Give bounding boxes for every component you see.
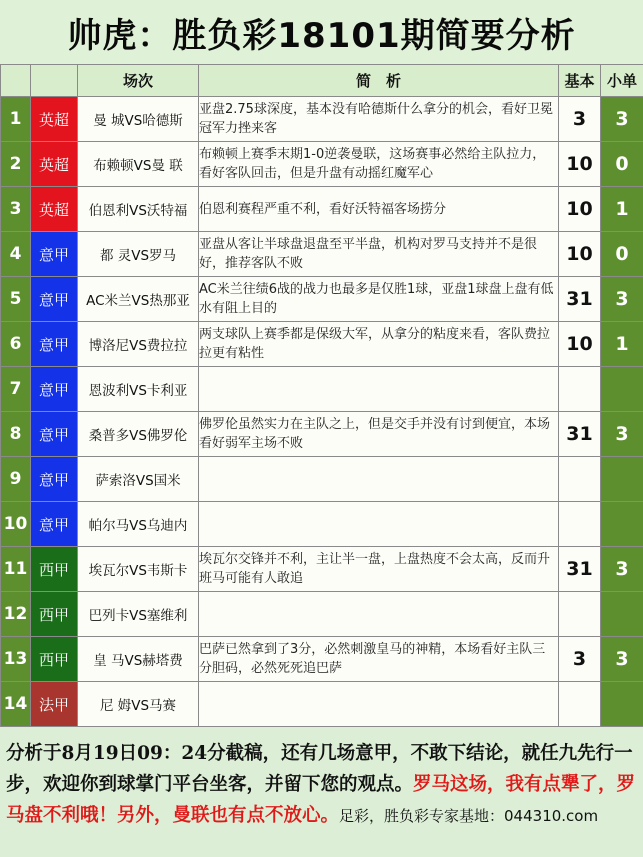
small-pick: 1 [601,187,643,232]
basic-pick: 31 [559,547,601,592]
analysis-text [199,592,559,637]
header-blank-no [1,65,31,97]
small-pick [601,367,643,412]
basic-pick: 10 [559,232,601,277]
row-number: 13 [1,637,31,682]
basic-pick [559,592,601,637]
header-analysis: 简 析 [199,65,559,97]
row-number: 8 [1,412,31,457]
basic-pick: 3 [559,637,601,682]
row-number: 7 [1,367,31,412]
match-name: 伯恩利VS沃特福 [78,187,199,232]
match-name: 尼 姆VS马赛 [78,682,199,727]
row-number: 6 [1,322,31,367]
analysis-text: 亚盘2.75球深度，基本没有哈德斯什么拿分的机会，看好卫冕冠军力挫来客 [199,97,559,142]
row-number: 10 [1,502,31,547]
basic-pick: 10 [559,322,601,367]
table-row [1,502,643,547]
match-name: AC米兰VS热那亚 [78,277,199,322]
match-name: 皇 马VS赫塔费 [78,637,199,682]
footer-highlight: 罗马这场，我有点犟了，罗马盘不利哦！另外，曼联也有点不放心。 [6,774,636,826]
league-badge: 英超 [31,97,78,142]
league-badge: 意甲 [31,457,78,502]
table-row [1,682,643,727]
small-pick [601,457,643,502]
league-badge: 意甲 [31,502,78,547]
league-badge: 西甲 [31,547,78,592]
analysis-text: 巴萨已然拿到了3分，必然刺激皇马的神精，本场看好主队三分胆码，必然死死追巴萨 [199,637,559,682]
row-number: 14 [1,682,31,727]
row-number: 2 [1,142,31,187]
table-row [1,547,643,592]
basic-pick: 31 [559,412,601,457]
league-badge: 西甲 [31,592,78,637]
row-number: 5 [1,277,31,322]
match-name: 埃瓦尔VS韦斯卡 [78,547,199,592]
table-row [1,142,643,187]
match-name: 桑普多VS佛罗伦 [78,412,199,457]
row-number: 12 [1,592,31,637]
small-pick [601,592,643,637]
analysis-text [199,457,559,502]
basic-pick: 10 [559,187,601,232]
analysis-text: AC米兰往绩6战的战力也最多是仅胜1球，亚盘1球盘上盘有低水有阻上目的 [199,277,559,322]
analysis-text [199,682,559,727]
small-pick [601,502,643,547]
basic-pick [559,682,601,727]
match-name: 巴列卡VS塞维利 [78,592,199,637]
league-badge: 意甲 [31,277,78,322]
table-header-row [1,65,643,97]
match-name: 曼 城VS哈德斯 [78,97,199,142]
small-pick: 1 [601,322,643,367]
table-row [1,412,643,457]
small-pick: 3 [601,97,643,142]
small-pick: 3 [601,412,643,457]
analysis-text: 佛罗伦虽然实力在主队之上，但是交手并没有讨到便宜，本场看好弱军主场不败 [199,412,559,457]
analysis-text: 布赖顿上赛季末期1-0逆袭曼联，这场赛事必然给主队拉力，看好客队回击，但是升盘有动摇红魔军心 [199,142,559,187]
basic-pick: 31 [559,277,601,322]
header-small: 小单 [601,65,643,97]
table-row [1,232,643,277]
small-pick: 0 [601,142,643,187]
league-badge: 英超 [31,187,78,232]
match-name: 布赖顿VS曼 联 [78,142,199,187]
table-row [1,322,643,367]
row-number: 1 [1,97,31,142]
match-name: 帕尔马VS乌迪内 [78,502,199,547]
analysis-text: 伯恩利赛程严重不利，看好沃特福客场捞分 [199,187,559,232]
analysis-text: 亚盘从客让半球盘退盘至平半盘，机构对罗马支持并不是很好，推荐客队不败 [199,232,559,277]
page-title: 帅虎：胜负彩18101期简要分析 [0,0,643,65]
league-badge: 意甲 [31,232,78,277]
league-badge: 意甲 [31,412,78,457]
table-row [1,187,643,232]
table-row [1,592,643,637]
analysis-text [199,502,559,547]
league-badge: 意甲 [31,367,78,412]
basic-pick [559,457,601,502]
match-name: 恩波利VS卡利亚 [78,367,199,412]
footer-site: 足彩，胜负彩专家基地：044310.com [339,807,599,825]
small-pick [601,682,643,727]
analysis-text [199,367,559,412]
analysis-text: 埃瓦尔交锋并不利，主让半一盘，上盘热度不会太高，反而升班马可能有人敢追 [199,547,559,592]
small-pick: 0 [601,232,643,277]
basic-pick [559,502,601,547]
basic-pick: 10 [559,142,601,187]
row-number: 4 [1,232,31,277]
small-pick: 3 [601,637,643,682]
match-name: 博洛尼VS费拉拉 [78,322,199,367]
analysis-table [0,64,643,727]
match-name: 萨索洛VS国米 [78,457,199,502]
basic-pick [559,367,601,412]
small-pick: 3 [601,547,643,592]
analysis-text: 两支球队上赛季都是保级大军，从拿分的粘度来看，客队费拉拉更有粘性 [199,322,559,367]
league-badge: 意甲 [31,322,78,367]
row-number: 3 [1,187,31,232]
row-number: 11 [1,547,31,592]
match-name: 都 灵VS罗马 [78,232,199,277]
header-blank-league [31,65,78,97]
row-number: 9 [1,457,31,502]
league-badge: 西甲 [31,637,78,682]
table-row [1,637,643,682]
table-row [1,457,643,502]
table-row [1,367,643,412]
header-match: 场次 [78,65,199,97]
footer-note [0,734,643,857]
basic-pick: 3 [559,97,601,142]
footer-text: 分析于8月19日09：24分截稿，还有几场意甲，不敢下结论，就任九先行一步，欢迎你到球掌门平台坐客，并留下您的观点。 [6,743,633,795]
league-badge: 法甲 [31,682,78,727]
league-badge: 英超 [31,142,78,187]
small-pick: 3 [601,277,643,322]
table-row [1,97,643,142]
header-basic: 基本 [559,65,601,97]
table-row [1,277,643,322]
